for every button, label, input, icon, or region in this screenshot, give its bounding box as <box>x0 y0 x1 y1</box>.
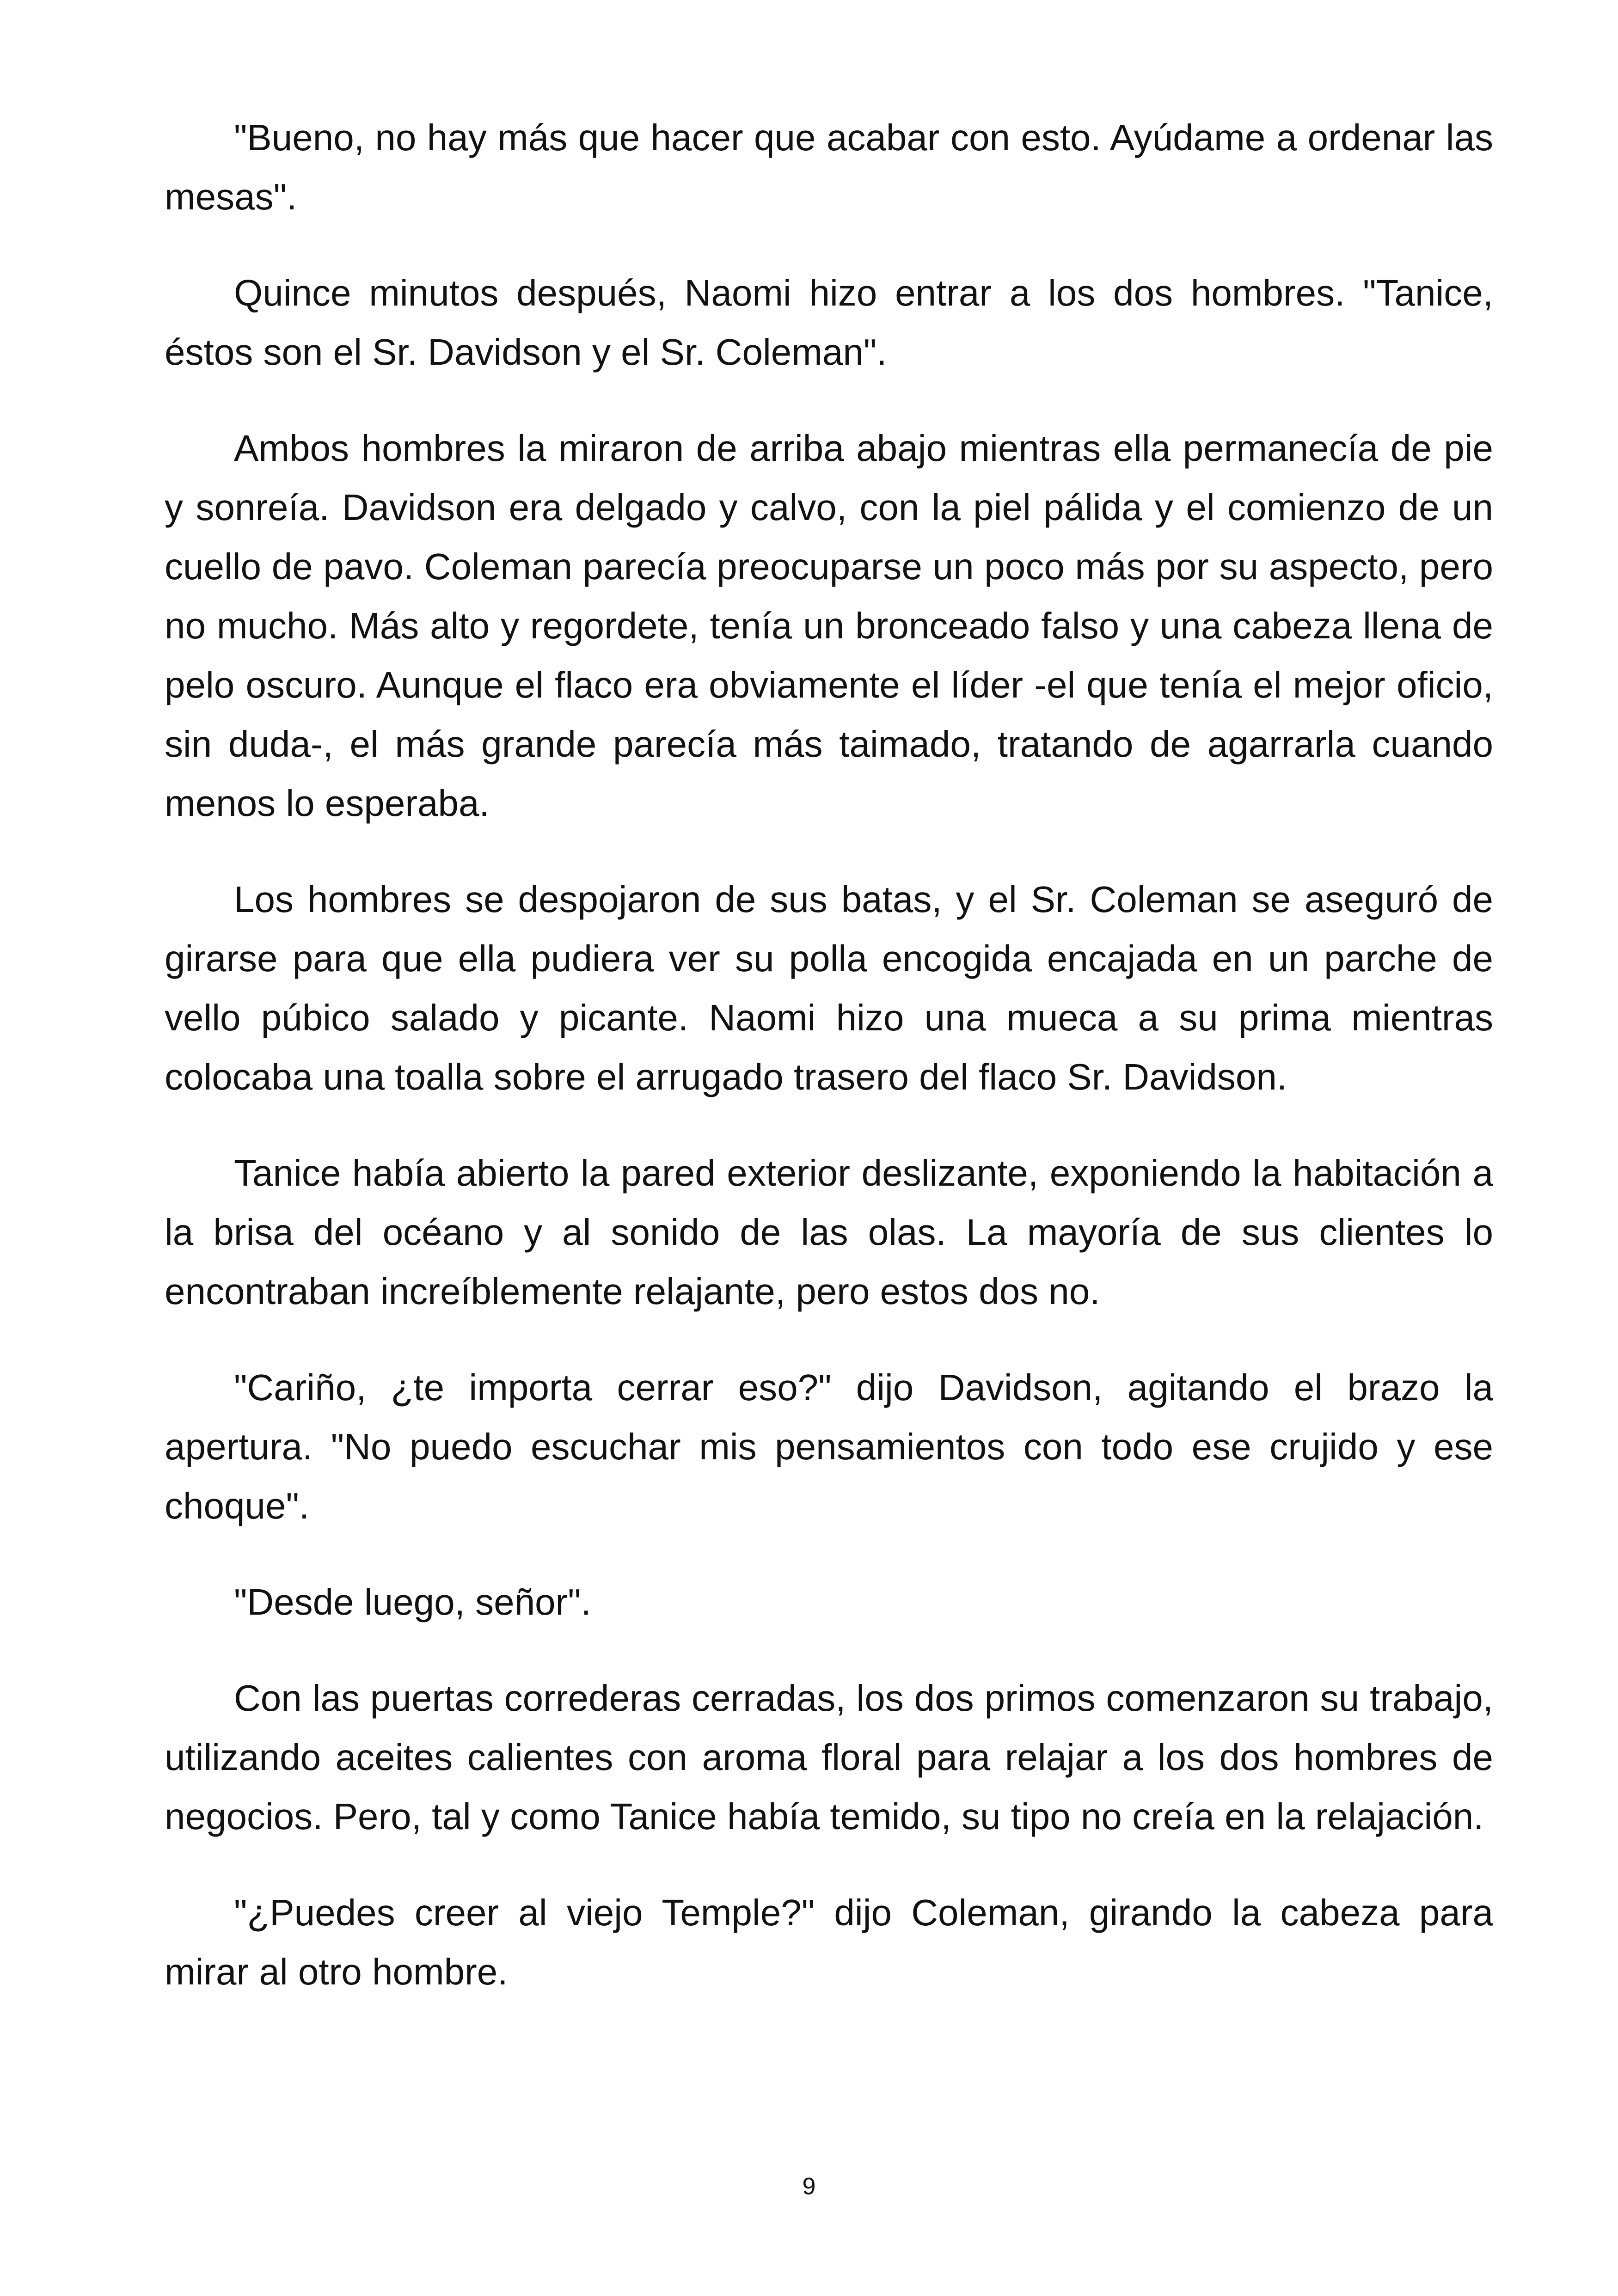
paragraph: Con las puertas correderas cerradas, los dos primos comenzaron su trabajo, utilizando aceites calientes con aroma floral para relajar a los dos hombres de negocios. Pero, tal y como Tanice había temido, su tipo no creía en la relajación. <box>165 1678 1493 1837</box>
paragraph: "¿Puedes creer al viejo Temple?" dijo Coleman, girando la cabeza para mirar al otro hombre. <box>165 1892 1493 1992</box>
paragraph: "Desde luego, señor". <box>234 1581 591 1623</box>
paragraph: Tanice había abierto la pared exterior deslizante, exponiendo la habitación a la brisa del océano y al sonido de las olas. La mayoría de sus clientes lo encontraban increíblemente relajante, pero estos dos no. <box>165 1152 1493 1312</box>
paragraph: "Bueno, no hay más que hacer que acabar con esto. Ayúdame a ordenar las mesas". <box>165 117 1493 217</box>
paragraph: Quince minutos después, Naomi hizo entrar a los dos hombres. "Tanice, éstos son el Sr. Davidson y el Sr. Coleman". <box>165 272 1493 373</box>
body-text <box>165 108 1493 2039</box>
paragraph: Ambos hombres la miraron de arriba abajo mientras ella permanecía de pie y sonreía. Davidson era delgado y calvo, con la piel pálida y el comienzo de un cuello de pavo. Coleman parecía preocuparse un poco más por su aspecto, pero no mucho. Más alto y regordete, tenía un bronceado falso y una cabeza llena de pelo oscuro. Aunque el flaco era obviamente el líder -el que tenía el mejor oficio, sin duda-, el más grande parecía más taimado, tratando de agarrarla cuando menos lo esperaba. <box>165 428 1493 824</box>
paragraph: Los hombres se despojaron de sus batas, y el Sr. Coleman se aseguró de girarse para que ella pudiera ver su polla encogida encajada en un parche de vello púbico salado y picante. Naomi hizo una mueca a su prima mientras colocaba una toalla sobre el arrugado trasero del flaco Sr. Davidson. <box>165 879 1493 1097</box>
page-number: 9 <box>802 2173 816 2200</box>
paragraph: "Cariño, ¿te importa cerrar eso?" dijo Davidson, agitando el brazo la apertura. "No puedo escuchar mis pensamientos con todo ese crujido y ese choque". <box>165 1367 1493 1526</box>
